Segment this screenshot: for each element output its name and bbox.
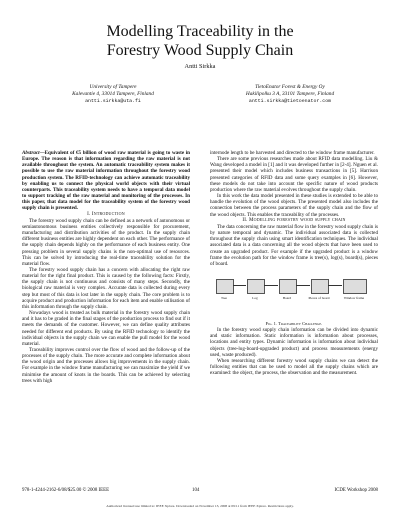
affiliation-right (205, 84, 375, 105)
fig-arrow (233, 285, 246, 286)
intro-paragraph-1: The forestry wood supply chain can be defined as a network of autonomous or semiautonomous business entities collectively responsible for procurement, manufacturing and distribution activities of the product. In the supply chain different business entities are highly dependent on each other. The performance of the supply chain depends highly on the performance of each business entity. One pressing problem in several supply chains is the non-optimal use of resources. This can be solved by introducing the real-time traceability solution for the material flow. (22, 217, 190, 267)
section-heading-modelling: II. Modelling forestry wood supply chain (242, 217, 346, 223)
affil-right-email: antti.sirkka@tietoenator.com (248, 99, 332, 104)
section-heading-intro: I. Introduction (87, 211, 125, 217)
author-name: Antti Sirkka (184, 63, 216, 70)
figure-traceability (210, 271, 378, 319)
affil-right-addr: Hakilipolku 3 A, 33101 Tampere, Finland (245, 91, 335, 97)
fig-label-pieces: Pieces of board (308, 295, 330, 300)
fig-node-tree (216, 279, 234, 294)
title-line-2: Forestry Wood Supply Chain (106, 42, 294, 59)
fig-label-log: Log (252, 295, 258, 300)
fig-arrow (296, 285, 310, 286)
right-paragraph-3: In this work the data model presented in these studies is extended to be able to handle the evolution of the wood objects. The presented model also includes the connection between the process parameters of the supply chain and the flow of the wood objects. This enables the traceability of the processes. (210, 193, 378, 218)
right-paragraph-6: When researching different forestry wood supply chains we can detect the following entities that can be used to model all the supply chains which are examined: the object, the process, the observation and the measurement. (210, 357, 378, 377)
title-line-1: Modelling Traceability in the (106, 23, 294, 40)
footer-copyright: 978-1-4244-2162-6/08/$25.00 © 2008 IEEE (22, 488, 110, 493)
right-paragraph-2: There are some previous researches made about RFID data modelling. Liu & Wang developed a model in [1] and it was developed further in [2-4]. Nguen et al. presented their model which includes business transactions in [5]. Harrison presented categories of RFID data and some query examples in [6]. However, these models do not take into account the specific nature of wood products production where the raw material evolves throughout the supply chain. (210, 156, 378, 193)
abstract-text: —Equivalent of €5 billion of wood raw material is going to waste in Europe. The reason is that information regarding the raw material is not available throughout the system. An automatic traceability system makes it possible to use the raw material information throughout the forestry wood production system. The RFID-technology can achieve automatic traceability by enabling us to connect the physical world objects with their virtual counterparts. This traceability system needs to have a temporal data model to support tracking of the raw material and monitoring of the processes. In this paper, that data model for the traceability system of the forestry wood supply chain is presented. (22, 150, 190, 212)
affil-right-org: TietoEnator Forest & Energy Oy (255, 84, 325, 90)
fig-label-window: Window frame (343, 295, 365, 300)
right-paragraph-5: In the forestry wood supply chain information can be divided into dynamic and static information. Static information is information about processes, locations and entity types. Dynamic information is information about individual objects (tree-log-board-upgraded product) and process measurements (energy used, waste produced). (210, 327, 378, 358)
intro-paragraph-3: Nowadays wood is treated as bulk material in the forestry wood supply chain and it has to be graded in the final stages of the production process to find out if it meets the demands of the customer. However, we can define quality attributes needed for different end products. By using the RFID technology to identify the individual objects in the supply chain we can enable the pull model for the wood material. (22, 310, 190, 347)
intro-paragraph-2: The forestry wood supply chain has a concern with allocating the right raw material for the right final product. This is caused by the following facts: Firstly, the supply chain is not continuous and consists of many steps. Secondly, the biological raw material is very complex. Accurate data is collected during every step but most of this data is lost later in the supply chain. The core problem is to acquire product and production information for each item and enable utilisation of this information through the supply chain. (22, 266, 190, 310)
right-column (210, 150, 378, 376)
abstract (22, 150, 190, 212)
fig-label-board: Board (282, 295, 292, 300)
affiliation-left (28, 84, 198, 105)
fig-node-pieces (311, 279, 329, 294)
authorization-note: Authorized licensed use limited to: IEEE Xplore. Downloaded on November 13, 2008 at 09:11 from IEEE Xplore. Restrictions apply. (106, 504, 294, 508)
fig-node-window (343, 279, 367, 294)
affil-left-org: University of Tampere (89, 84, 137, 90)
left-column (22, 150, 190, 384)
fig-arrow (328, 285, 342, 286)
intro-paragraph-4: Traceability improves control over the flow of wood and the follow-up of the processes of the supply chain. The more accurate and complete information about the wood origin and the processes allows big improvements in the supply chain. For example in the window frame manufacturing we can maximize the yield if we minimise the amount of knots in the boards. This can be achieved by selecting trees with high (22, 347, 190, 384)
fig-arrow (264, 285, 278, 286)
right-paragraph-1: internode length to be harvested and directed to the window frame manufacturer. (210, 150, 375, 156)
right-paragraph-4: The data concerning the raw material flow in the forestry wood supply chain is by nature temporal and dynamic. The individual associated data is collected throughout the supply chain using smart identification techniques. The individual associated data is a data concerning all the wood objects that have been used to create an upgraded product. For example if the upgraded product is a window frame the evolution path for the window frame is tree(s), log(s), board(s), pieces of board. (210, 223, 378, 267)
page-number: 104 (192, 488, 200, 493)
affil-left-email: antti.sirkka@uta.fi (85, 99, 141, 104)
fig-node-board (279, 279, 297, 294)
footer-venue: ICDE Workshop 2008 (334, 488, 378, 493)
paper-title (0, 22, 400, 60)
affil-left-addr: Kalevantie 4, 33014 Tampere, Finland (72, 91, 154, 97)
fig-node-log (247, 279, 265, 294)
figure-caption: Fig. 1. Traceability Challenge. (265, 320, 323, 326)
fig-label-tree: Tree (220, 295, 228, 300)
abstract-lead: Abstract (22, 150, 40, 156)
